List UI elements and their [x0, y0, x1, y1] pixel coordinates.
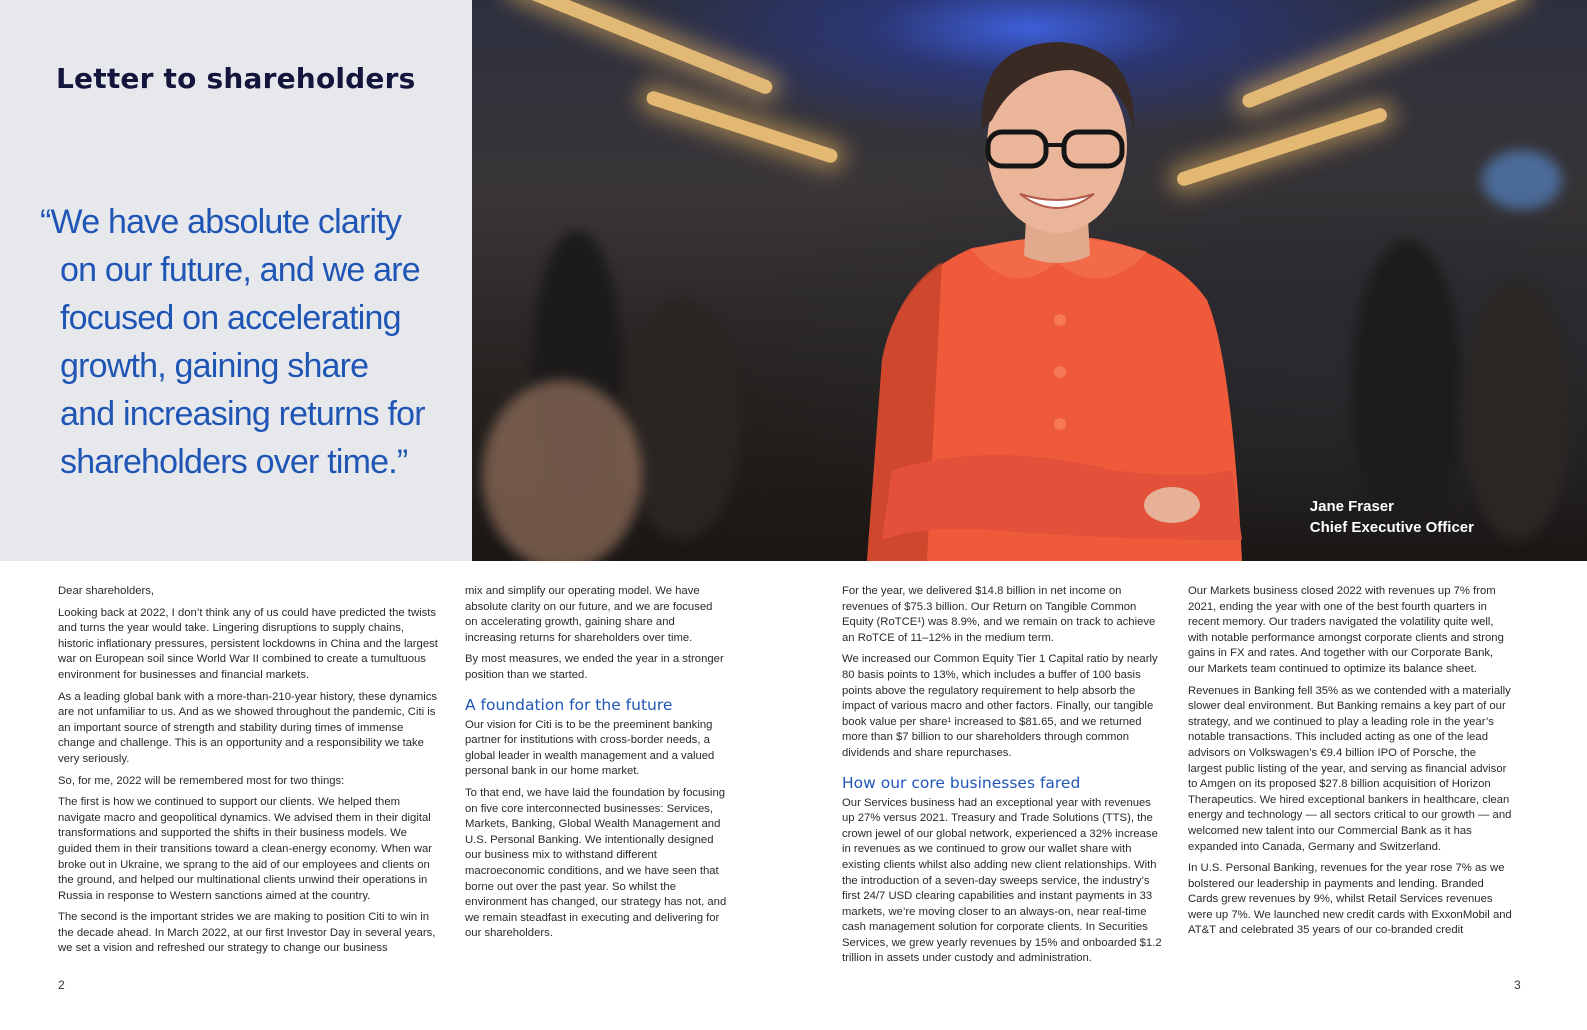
paragraph: Our Services business had an exceptional year with revenues up 27% versus 2021. Treasury and Trade Solutions (TTS), the crown jewel of our global network, experienced a 32% increase in revenues as we continued to grow our wallet share with existing clients whilst also adding new client relationships. With the introduction of a seven-day sweeps service, the industry’s first 24/7 USD clearing capabilities and instant payments in 33 markets, we’re moving closer to an always-on, near real-time cash management solution for corporate clients. In Securities Services, we grew yearly revenues by 15% and onboarded $1.2 trillion in assets under custody and administration.: [842, 796, 1162, 965]
caption-title: Chief Executive Officer: [1309, 519, 1474, 536]
quote-line: on our future, and we are: [60, 251, 420, 289]
quote-line: shareholders over time.”: [60, 443, 408, 481]
paragraph: The second is the important strides we are making to position Citi to win in the decade ahead. In March 2022, at our first Investor Day in several years, we set a vision and refreshed our strategy to change our business: [58, 911, 436, 955]
paragraph: For the year, we delivered $14.8 billion in net income on revenues of $75.3 billion. Our Return on Tangible Common Equity (RoTCE¹) was 8.9%, and we remain on track to achieve an RoTCE of 11–12% in the medium term.: [842, 585, 1156, 644]
page-number-right: 3: [1514, 978, 1521, 992]
ceo-portrait-svg: [472, 0, 1587, 561]
paragraph: mix and simplify our operating model. We have absolute clarity on our future, and we are focused on accelerating growth, gaining share and increasing returns for shareholders over time.: [465, 585, 713, 644]
body-column-2: [465, 584, 727, 948]
jacket-button: [1054, 418, 1066, 430]
section-heading-foundation: A foundation for the future: [465, 695, 673, 714]
left-panel: [0, 0, 472, 561]
quote-line: “We have absolute clarity: [40, 203, 402, 241]
paragraph: So, for me, 2022 will be remembered most for two things:: [58, 774, 345, 787]
salutation: Dear shareholders,: [58, 585, 155, 597]
paragraph: Our vision for Citi is to be the preeminent banking partner for institutions with cross-border needs, a global leader in wealth management and a valued personal bank in our home market.: [465, 718, 715, 778]
paragraph: Looking back at 2022, I don’t think any of us could have predicted the twists and turns the year would take. Lingering disruptions to supply chains, historic inflationary pressures, persistent lockdowns in China and the largest war on European soil since World War II combined to create a tumultuous environment for businesses and financial markets.: [58, 606, 438, 681]
jacket-button: [1054, 366, 1066, 378]
paragraph: As a leading global bank with a more-than-210-year history, these dynamics are not unfamiliar to us. And as we showed throughout the pandemic, Citi is an important source of strength and stability during times of immense change and challenge. This is an opportunity and a responsibility we take very seriously.: [58, 690, 438, 765]
paragraph: Revenues in Banking fell 35% as we contended with a materially slower deal environment. But Banking remains a key part of our strategy, and we continued to play a leading role in the year’s notable transactions. This included acting as one of the lead advisors on Volkswagen’s €9.4 billion IPO of Porsche, the largest public listing of the year, and serving as financial advisor to Amgen on its proposed $27.8 billion acquisition of Horizon Therapeutics. We hired exceptional bankers in healthcare, clean energy and technology — all sectors critical to our growth — and welcomed new talent into our Commercial Bank as it has expanded into Canada, Germany and Switzerland.: [1188, 684, 1512, 853]
ceo-photo: [472, 0, 1587, 561]
paragraph: The first is how we continued to support our clients. We helped them navigate macro and geopolitical dynamics. We advised them in their digital transformations and supported the shifts in their business models. We guided them in their transitions toward a clean-energy economy. When war broke out in Ukraine, we sprang to the aid of our employees and clients on the ground, and helped our multinational clients unwind their operations in Russia in response to Western sanctions aimed at the country.: [58, 796, 433, 902]
paragraph: We increased our Common Equity Tier 1 Capital ratio by nearly 80 basis points to 13%, which includes a buffer of 100 basis points above the regulatory requirement to help absorb the impact of various macro and other factors. Finally, our tangible book value per share¹ increased to $81.65, and we returned more than $7 billion to our shareholders through common dividends and share repurchases.: [842, 653, 1158, 759]
page-title: Letter to shareholders: [56, 62, 416, 95]
pull-quote: [40, 198, 460, 486]
paragraph: Our Markets business closed 2022 with revenues up 7% from 2021, ending the year with one of the best fourth quarters in recent memory. Our traders navigated the volatility quite well, with notable performance amongst corporate clients and strong gains in FX and rates. And together with our Corporate Bank, our Markets team continued to optimize its balance sheet.: [1188, 585, 1504, 675]
quote-line: focused on accelerating: [60, 299, 401, 337]
caption-name: Jane Fraser: [1309, 498, 1394, 515]
quote-line: growth, gaining share: [60, 347, 369, 385]
body-column-4: [1188, 584, 1512, 945]
hand: [1144, 487, 1200, 523]
page-number-left: 2: [58, 978, 65, 992]
section-heading-core-businesses: How our core businesses fared: [842, 773, 1081, 792]
jacket-button: [1054, 314, 1066, 326]
paragraph: In U.S. Personal Banking, revenues for the year rose 7% as we bolstered our leadership in payments and lending. Branded Cards grew revenues by 9%, whilst Retail Services revenues were up 7%. We launched new credit cards with ExxonMobil and AT&T and celebrated 35 years of our co-branded credit: [1188, 862, 1512, 937]
paragraph: By most measures, we ended the year in a stronger position than we started.: [465, 653, 724, 681]
body-column-1: [58, 584, 438, 963]
paragraph: To that end, we have laid the foundation by focusing on five core interconnected businesses: Services, Markets, Banking, Global Wealth Management and U.S. Personal Banking. We intentionally designed our business mix to withstand different macroeconomic conditions, and we have seen that borne out over the past year. So whilst the environment has changed, our strategy has not, and we remain steadfast in executing and delivering for our shareholders.: [465, 786, 727, 940]
photo-caption: [1310, 496, 1474, 538]
body-column-3: [842, 584, 1166, 973]
quote-line: and increasing returns for: [60, 395, 425, 433]
